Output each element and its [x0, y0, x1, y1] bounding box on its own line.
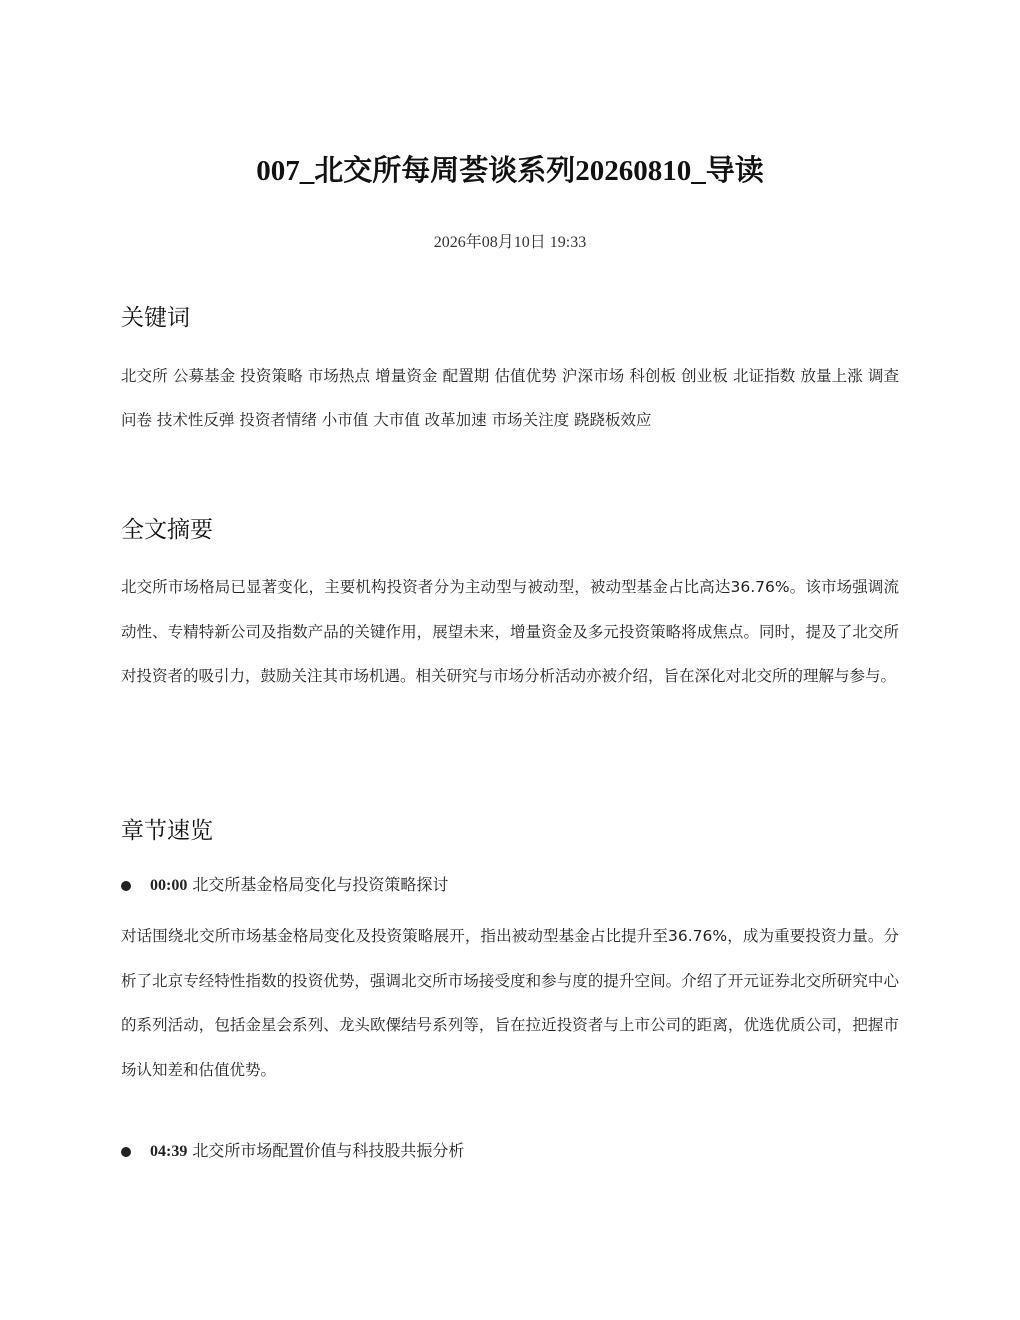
bullet-icon: [121, 1147, 131, 1157]
chapter-timestamp[interactable]: 04:39: [150, 1143, 188, 1160]
chapter-item[interactable]: [121, 873, 899, 899]
document-title: 007_北交所每周荟谈系列20260810_导读: [256, 155, 764, 187]
document-date: 2026年08月10日 19:33: [433, 234, 587, 251]
chapters-heading: 章节速览: [121, 818, 213, 843]
summary-heading: 全文摘要: [121, 517, 213, 542]
chapter-title: 北交所市场配置价值与科技股共振分析: [192, 1143, 465, 1160]
chapter-timestamp[interactable]: 00:00: [150, 877, 188, 894]
summary-text: 北交所市场格局已显著变化，主要机构投资者分为主动型与被动型，被动型基金占比高达36.76%。该市场强调流动性、专精特新公司及指数产品的关键作用，展望未来，增量资金及多元投资策略将成焦点。同时，提及了北交所对投资者的吸引力，鼓励关注其市场机遇。相关研究与市场分析活动亦被介绍，旨在深化对北交所的理解与参与。: [121, 578, 899, 685]
chapter-description: 对话围绕北交所市场基金格局变化及投资策略展开，指出被动型基金占比提升至36.76%，成为重要投资力量。分析了北京专经特性指数的投资优势，强调北交所市场接受度和参与度的提升空间。介绍了开元证券北交所研究中心的系列活动，包括金星会系列、龙头欧僳结号系列等，旨在拉近投资者与上市公司的距离，优选优质公司，把握市场认知差和估值优势。: [121, 927, 899, 1079]
chapter-title: 北交所基金格局变化与投资策略探讨: [192, 877, 449, 894]
chapter-item[interactable]: [121, 1139, 899, 1165]
bullet-icon: [121, 881, 131, 891]
keywords-heading: 关键词: [121, 305, 190, 330]
keywords-text: 北交所 公募基金 投资策略 市场热点 增量资金 配置期 估值优势 沪深市场 科创板 创业板 北证指数 放量上涨 调查问卷 技术性反弹 投资者情绪 小市值 大市值 改革加速 市场关注度 跷跷板效应: [121, 367, 899, 429]
